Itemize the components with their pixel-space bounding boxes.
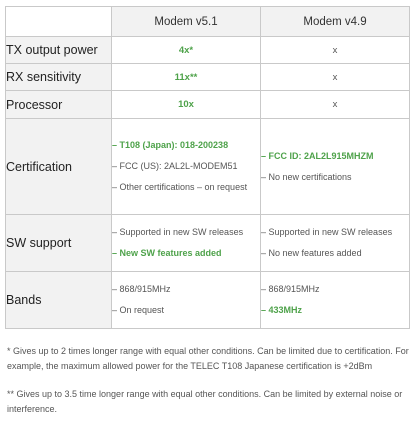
cell-v51-bands — [112, 272, 261, 329]
comparison-table — [5, 6, 410, 329]
row-label-tx-power: TX output power — [6, 37, 112, 64]
table-row — [6, 91, 410, 119]
bands-v49-433: – 433MHz — [261, 305, 303, 315]
table-row — [6, 215, 410, 272]
cell-v49-processor: x — [261, 91, 410, 119]
footnote-tx-power: * Gives up to 2 times longer range with equal other conditions. Can be limited due to certification. For example, the maximum allowed power for the TELEC T108 Japanese certification is +2dBm — [7, 346, 409, 371]
sw-v49-no-features: – No new features added — [261, 248, 362, 258]
cell-v49-tx-power: x — [261, 37, 410, 64]
footnotes — [7, 344, 409, 417]
cell-v49-bands — [261, 272, 410, 329]
cell-v51-rx-sensitivity: 11x** — [112, 64, 261, 91]
table-row — [6, 119, 410, 215]
cell-v51-sw-support — [112, 215, 261, 272]
table-row — [6, 272, 410, 329]
row-label-sw-support: SW support — [6, 215, 112, 272]
cell-v49-sw-support — [261, 215, 410, 272]
sw-v49-supported: – Supported in new SW releases — [261, 227, 393, 237]
footnote-rx-sensitivity: ** Gives up to 3.5 time longer range with equal other conditions. Can be limited by external noise or interference. — [7, 389, 403, 414]
cell-v49-certification — [261, 119, 410, 215]
bands-v49-868-915: – 868/915MHz — [261, 284, 320, 294]
row-label-rx-sensitivity: RX sensitivity — [6, 64, 112, 91]
row-label-processor: Processor — [6, 91, 112, 119]
cert-v49-fcc: – FCC ID: 2AL2L915MHZM — [261, 150, 374, 161]
cert-v51-other: – Other certifications – on request — [112, 182, 248, 192]
header-modem-v49: Modem v4.9 — [261, 7, 410, 37]
cert-v49-none: – No new certifications — [261, 171, 352, 182]
cell-v51-processor: 10x — [112, 91, 261, 119]
table-header-row — [6, 7, 410, 37]
sw-v51-new-features: – New SW features added — [112, 248, 222, 258]
header-modem-v51: Modem v5.1 — [112, 7, 261, 37]
cell-v51-certification — [112, 119, 261, 215]
cell-v51-tx-power: 4x* — [112, 37, 261, 64]
cert-v51-t108: – T108 (Japan): 018-200238 — [112, 140, 229, 150]
row-label-bands: Bands — [6, 272, 112, 329]
cert-v51-fcc: – FCC (US): 2AL2L-MODEM51 — [112, 161, 238, 171]
cell-v49-rx-sensitivity: x — [261, 64, 410, 91]
bands-v51-on-request: – On request — [112, 305, 165, 315]
row-label-certification: Certification — [6, 119, 112, 215]
bands-v51-868-915: – 868/915MHz — [112, 284, 171, 294]
table-row — [6, 37, 410, 64]
header-blank — [6, 7, 112, 37]
sw-v51-supported: – Supported in new SW releases — [112, 227, 244, 237]
table-row — [6, 64, 410, 91]
